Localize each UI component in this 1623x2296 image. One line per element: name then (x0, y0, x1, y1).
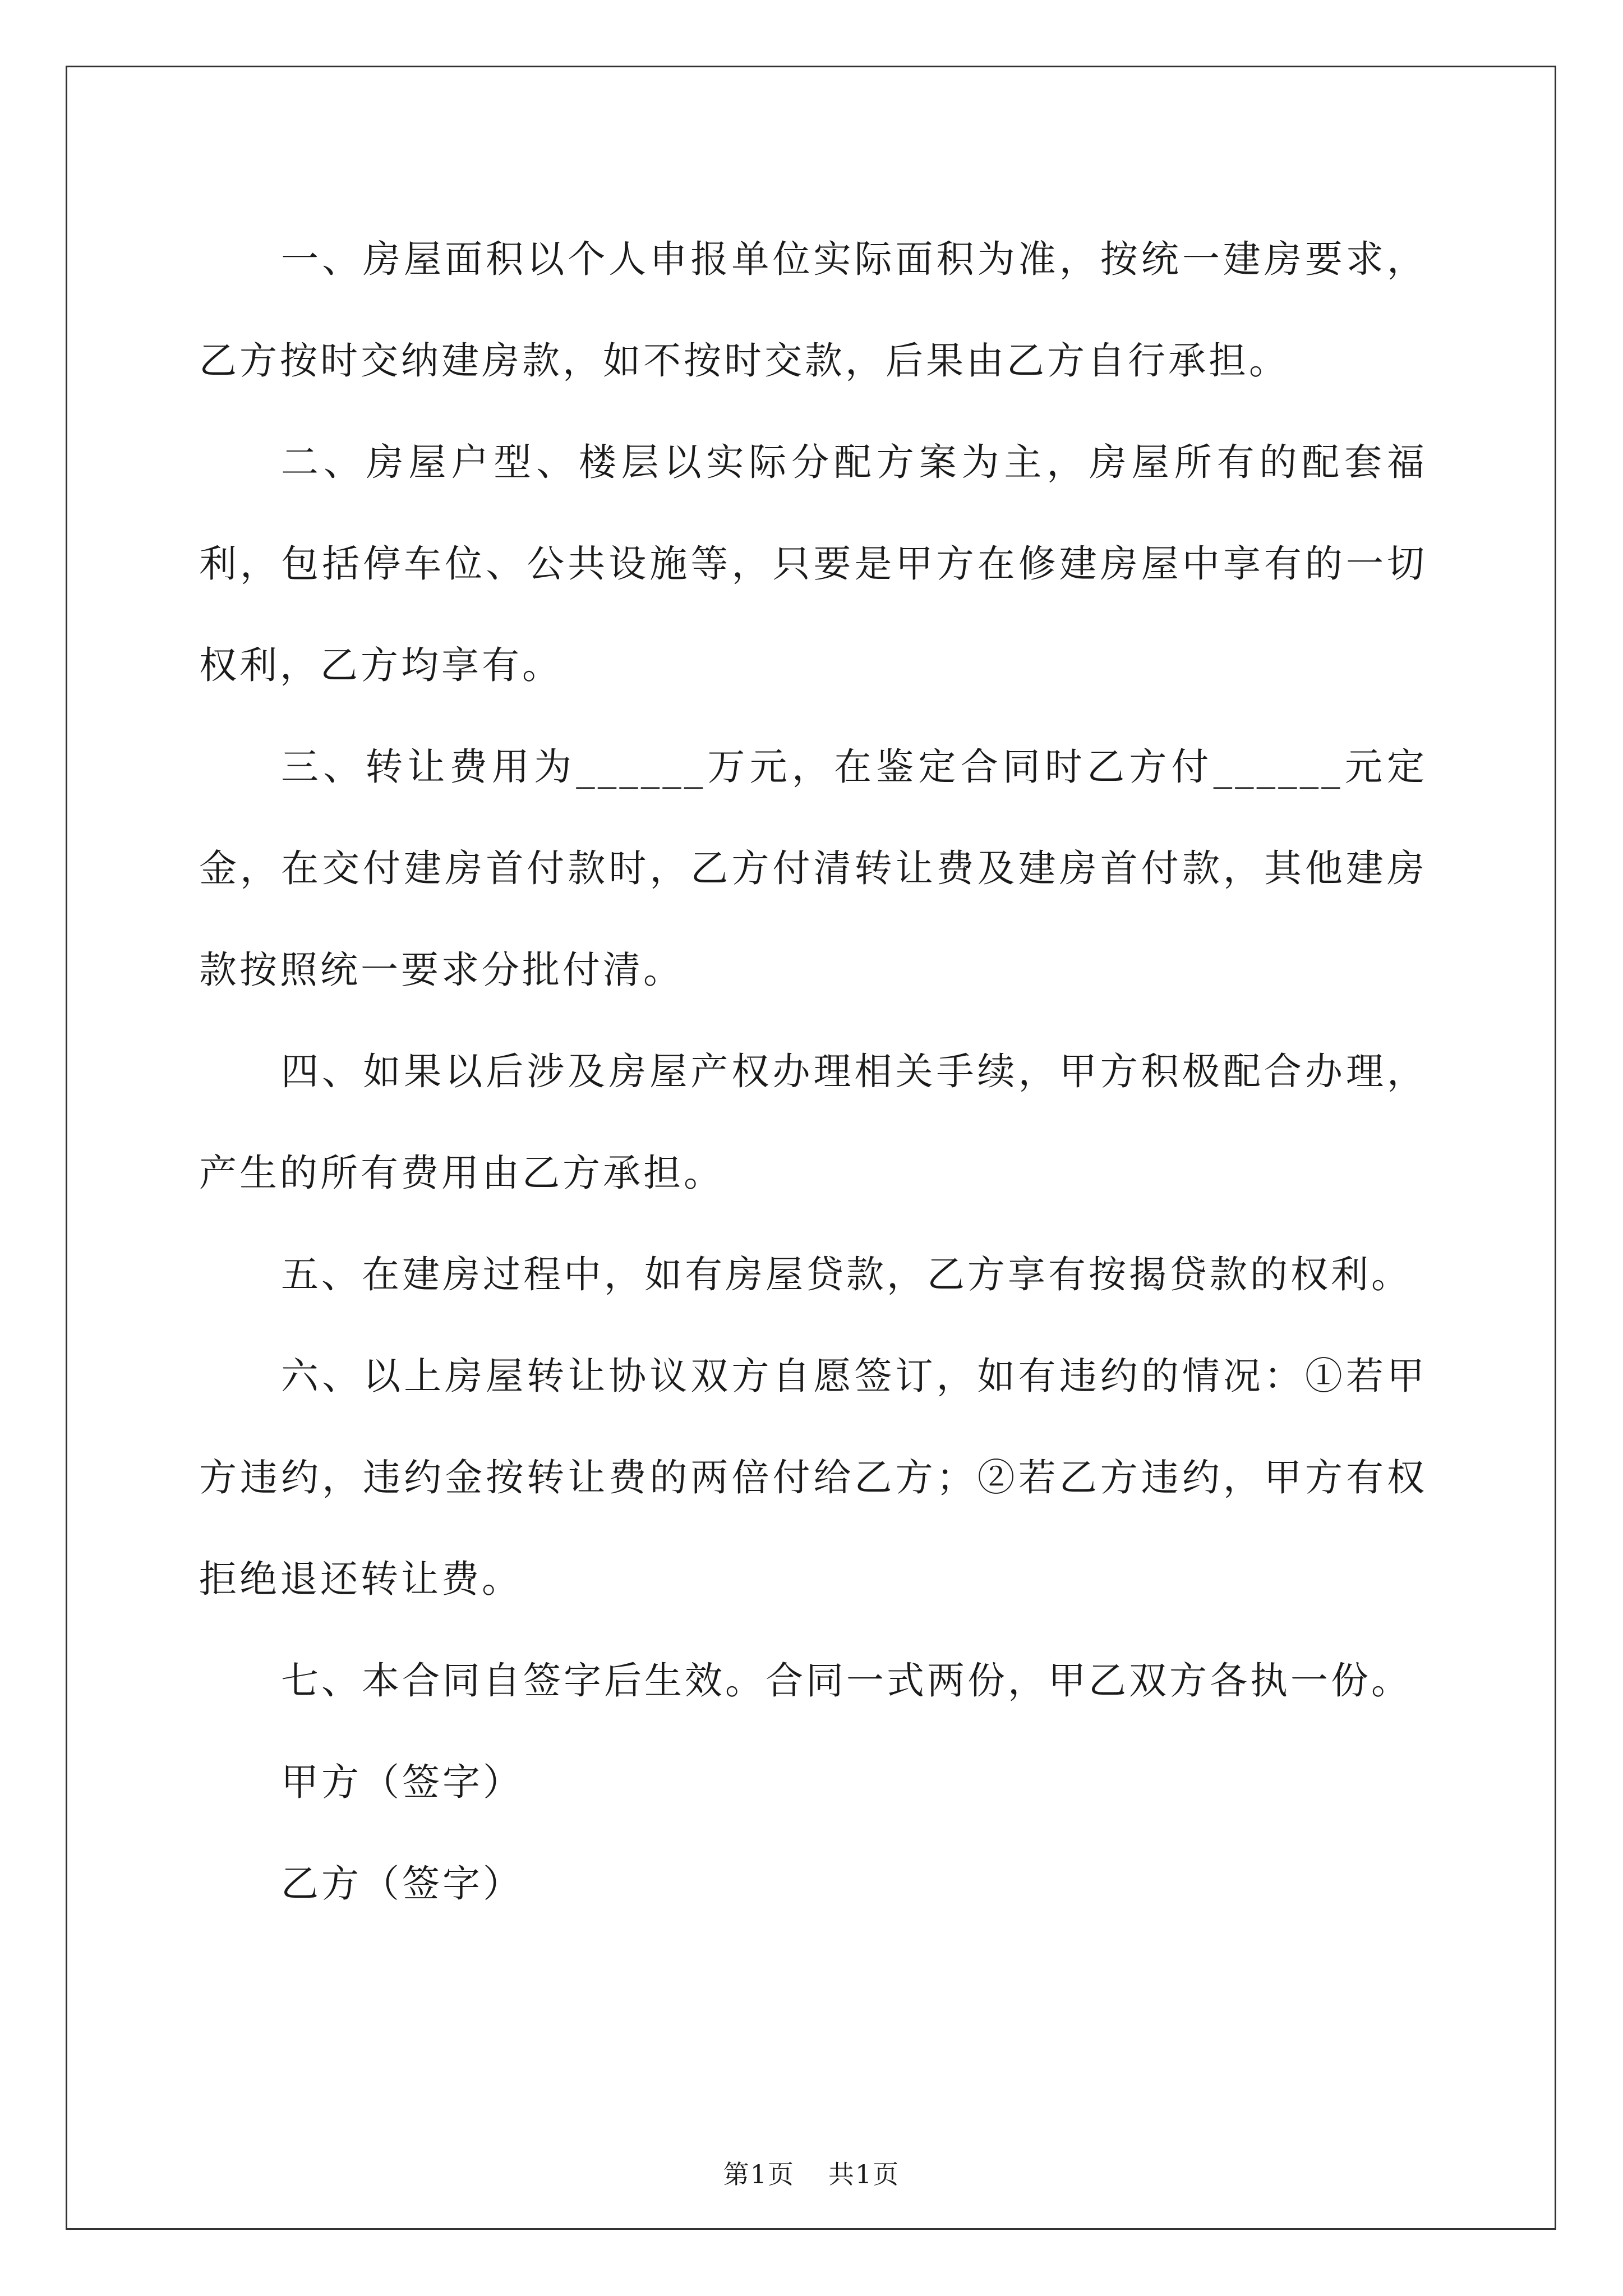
clause-3: 三、转让费用为______万元，在鉴定合同时乙方付______元定金，在交付建房首付款时，乙方付清转让费及建房首付款，其他建房款按照统一要求分批付清。 (199, 745, 1427, 992)
clause-7: 七、本合同自签字后生效。合同一式两份，甲乙双方各执一份。 (281, 1659, 1412, 1703)
clause-4: 四、如果以后涉及房屋产权办理相关手续，甲方积极配合办理，产生的所有费用由乙方承担。 (199, 1050, 1427, 1195)
page-total: 共1页 (828, 2159, 900, 2189)
clause-2: 二、房屋户型、楼层以实际分配方案为主，房屋所有的配套福利，包括停车位、公共设施等，只要是甲方在修建房屋中享有的一切权利，乙方均享有。 (199, 440, 1427, 687)
clause-1: 一、房屋面积以个人申报单位实际面积为准，按统一建房要求，乙方按时交纳建房款，如不按时交款，后果由乙方自行承担。 (199, 237, 1427, 383)
clause-5: 五、在建房过程中，如有房屋贷款，乙方享有按揭贷款的权利。 (281, 1253, 1412, 1296)
page-footer (0, 2154, 1623, 2191)
signature-party-b: 乙方（签字） (281, 1862, 523, 1906)
document-body (199, 209, 1427, 1935)
clause-6: 六、以上房屋转让协议双方自愿签订，如有违约的情况：①若甲方违约，违约金按转让费的两倍付给乙方；②若乙方违约，甲方有权拒绝退还转让费。 (199, 1354, 1427, 1601)
signature-party-a: 甲方（签字） (281, 1760, 523, 1804)
page-number: 第1页 (723, 2159, 795, 2189)
